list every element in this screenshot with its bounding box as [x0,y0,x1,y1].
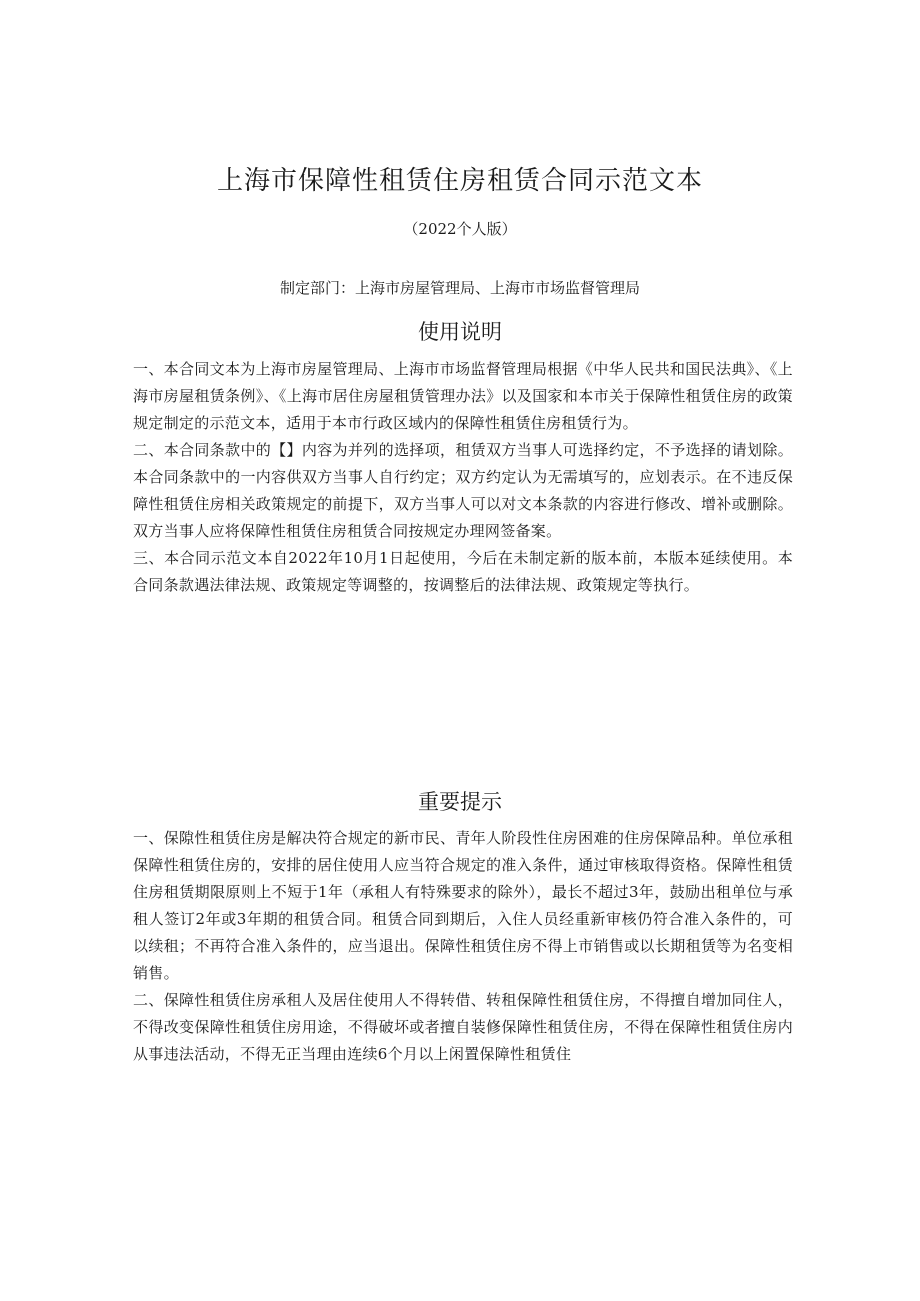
usage-heading: 使用说明 [418,320,502,344]
usage-paragraph-2: 二、本合同条款中的【】内容为并列的选择项，租赁双方当事人可选择约定，不予选择的请划除。本合同条款中的一内容供双方当事人自行约定；双方约定认为无需填写的，应划表示。在不违反保障性租赁住房相关政策规定的前提下，双方当事人可以对文本条款的内容进行修改、增补或删除。双方当事人应将保障性租赁住房租赁合同按规定办理网签备案。 [133,441,793,540]
tips-paragraph-2: 二、保障性租赁住房承租人及居住使用人不得转借、转租保障性租赁住房，不得擅自增加同住人，不得改变保障性租赁住房用途，不得破坏或者擅自装修保障性租赁住房，不得在保障性租赁住房内从事违法活动，不得无正当理由连续6个月以上闲置保障性租赁住 [133,991,793,1063]
document-title: 上海市保障性租赁住房租赁合同示范文本 [216,166,703,196]
usage-paragraph-3: 三、本合同示范文本自2022年10月1日起使用，今后在未制定新的版本前，本版本延续使用。本合同条款遇法律法规、政策规定等调整的，按调整后的法律法规、政策规定等执行。 [133,549,793,594]
usage-section [133,356,793,599]
document-edition: （2022个人版） [403,220,517,238]
usage-paragraph-1: 一、本合同文本为上海市房屋管理局、上海市市场监督管理局根据《中华人民共和国民法典》、《上海市房屋租赁条例》、《上海市居住房屋租赁管理办法》以及国家和本市关于保障性租赁住房的政策规定制定的示范文本，适用于本市行政区域内的保障性租赁住房租赁行为。 [133,360,793,432]
tips-section [133,825,793,1068]
tips-heading: 重要提示 [418,790,502,814]
issuing-department: 制定部门：上海市房屋管理局、上海市市场监督管理局 [279,279,640,297]
tips-paragraph-1: 一、保隙性租赁住房是解决符合规定的新市民、青年人阶段性住房困难的住房保障品种。单位承租保障性租赁住房的，安排的居住使用人应当符合规定的准入条件，通过审核取得资格。保障性租赁住房租赁期限原则上不短于1年（承租人有特殊要求的除外），最长不超过3年，鼓励出租单位与承租人签订2年或3年期的租赁合同。租赁合同到期后，入住人员经重新审核仍符合准入条件的，可以续租；不再符合准入条件的，应当退出。保障性租赁住房不得上市销售或以长期租赁等为名变相销售。 [133,829,793,982]
